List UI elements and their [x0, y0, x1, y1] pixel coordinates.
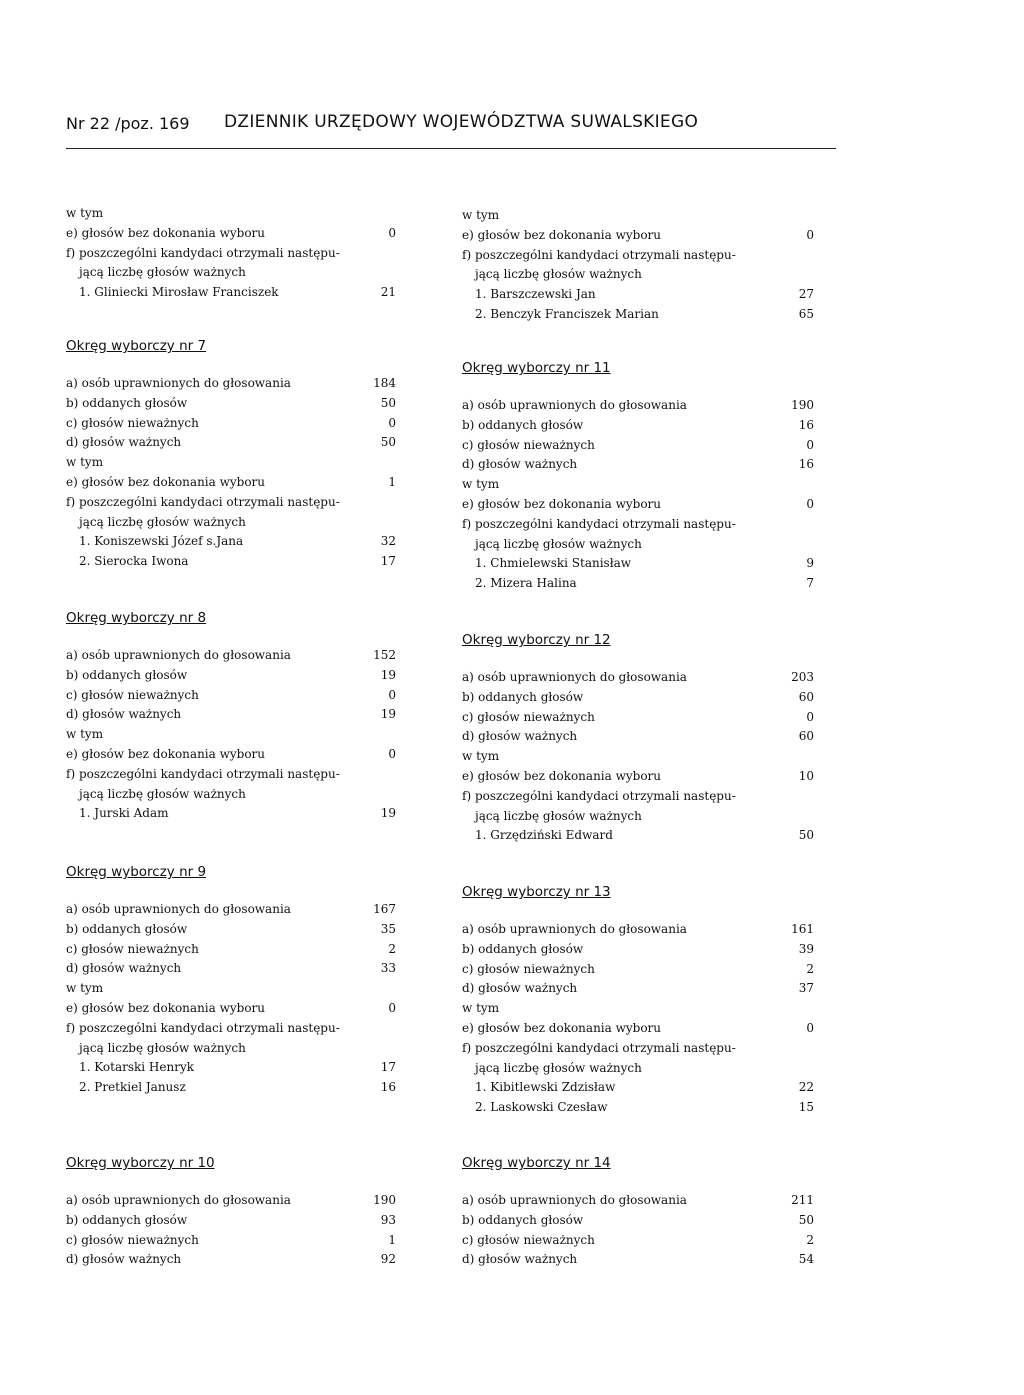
result-row — [66, 263, 396, 283]
result-row — [66, 1058, 396, 1078]
result-row — [66, 453, 396, 473]
result-row — [462, 747, 814, 767]
row-value: 35 — [380, 921, 396, 936]
row-value: 50 — [380, 435, 396, 450]
row-label: jącą liczbę głosów ważnych — [475, 267, 642, 282]
row-value: 50 — [798, 828, 814, 843]
result-row — [462, 999, 814, 1019]
result-row — [462, 1231, 814, 1251]
result-row — [462, 226, 814, 246]
row-label: c) głosów nieważnych — [462, 961, 595, 976]
row-label: d) głosów ważnych — [462, 1252, 578, 1267]
row-label: d) głosów ważnych — [66, 707, 182, 722]
result-row — [462, 1039, 814, 1059]
row-label: e) głosów bez dokonania wyboru — [66, 746, 266, 761]
section-district-10 — [66, 1153, 396, 1270]
row-label: 1. Kibitlewski Zdzisław — [475, 1080, 616, 1095]
row-label: c) głosów nieważnych — [462, 709, 595, 724]
result-row — [66, 979, 396, 999]
row-value: 9 — [806, 556, 814, 571]
row-value: 184 — [373, 376, 396, 390]
row-label: c) głosów nieważnych — [462, 1232, 595, 1247]
row-value: 39 — [798, 941, 814, 956]
row-label: 1. Barszczewski Jan — [475, 287, 596, 302]
result-row — [66, 1250, 396, 1270]
row-label: 1. Kotarski Henryk — [79, 1060, 195, 1075]
result-row — [66, 725, 396, 745]
row-label: jącą liczbę głosów ważnych — [79, 514, 246, 529]
district-heading: Okręg wyborczy nr 8 — [66, 610, 207, 626]
row-value: 37 — [798, 981, 814, 996]
row-label: e) głosów bez dokonania wyboru — [462, 496, 662, 511]
result-row — [66, 374, 396, 394]
row-value: 0 — [388, 225, 396, 240]
row-label: d) głosów ważnych — [66, 435, 182, 450]
result-row — [462, 727, 814, 747]
row-value: 60 — [798, 729, 814, 744]
section-district-7 — [66, 336, 396, 572]
row-label: 2. Laskowski Czesław — [475, 1100, 608, 1115]
row-value: 167 — [373, 902, 396, 916]
result-row — [462, 708, 814, 728]
row-value: 0 — [806, 496, 814, 511]
result-row — [462, 515, 814, 535]
row-value: 1 — [388, 474, 396, 489]
result-row — [462, 787, 814, 807]
row-label: f) poszczególni kandydaci otrzymali następu- — [462, 788, 736, 803]
row-value: 161 — [791, 922, 814, 936]
section-right-continued — [462, 206, 814, 325]
row-value: 92 — [380, 1252, 396, 1267]
result-row — [66, 394, 396, 414]
row-label: w tym — [66, 455, 104, 470]
row-value: 19 — [380, 667, 396, 682]
row-value: 0 — [806, 227, 814, 242]
row-value: 203 — [791, 670, 814, 684]
row-value: 152 — [373, 648, 396, 662]
row-label: d) głosów ważnych — [66, 1252, 182, 1267]
result-row — [66, 745, 396, 765]
result-row — [66, 646, 396, 666]
row-label: w tym — [66, 206, 104, 220]
result-row — [66, 959, 396, 979]
district-heading: Okręg wyborczy nr 13 — [462, 884, 611, 900]
district-heading: Okręg wyborczy nr 9 — [66, 864, 207, 880]
section-district-13 — [462, 882, 814, 1118]
row-label: f) poszczególni kandydaci otrzymali następu- — [462, 1040, 736, 1055]
section-district-14 — [462, 1153, 814, 1270]
row-label: 1. Chmielewski Stanisław — [475, 556, 632, 571]
row-label: jącą liczbę głosów ważnych — [475, 536, 642, 551]
row-value: 1 — [388, 1232, 396, 1247]
row-label: b) oddanych głosów — [462, 941, 584, 956]
result-row — [462, 1059, 814, 1079]
row-label: d) głosów ważnych — [462, 981, 578, 996]
result-row — [66, 1039, 396, 1059]
row-label: e) głosów bez dokonania wyboru — [462, 227, 662, 242]
result-row — [462, 495, 814, 515]
result-row — [462, 455, 814, 475]
result-row — [66, 244, 396, 264]
result-row — [66, 900, 396, 920]
row-label: c) głosów nieważnych — [66, 687, 199, 702]
row-label: e) głosów bez dokonania wyboru — [66, 225, 266, 240]
row-value: 0 — [388, 1000, 396, 1015]
row-label: 2. Sierocka Iwona — [79, 554, 189, 569]
row-label: jącą liczbę głosów ważnych — [79, 1040, 246, 1055]
result-row — [66, 999, 396, 1019]
row-label: c) głosów nieważnych — [66, 1232, 199, 1247]
row-label: w tym — [66, 981, 104, 996]
result-row — [462, 1019, 814, 1039]
row-value: 65 — [798, 306, 814, 321]
result-row — [462, 979, 814, 999]
issue-position: Nr 22 /poz. 169 — [66, 114, 190, 133]
row-label: w tym — [462, 749, 500, 764]
result-row — [462, 1191, 814, 1211]
section-left-continued — [66, 204, 396, 303]
row-label: 1. Gliniecki Mirosław Franciszek — [79, 285, 279, 300]
district-heading: Okręg wyborczy nr 14 — [462, 1155, 611, 1171]
row-label: jącą liczbę głosów ważnych — [79, 786, 246, 801]
result-row — [66, 920, 396, 940]
result-row — [66, 1211, 396, 1231]
result-row — [66, 513, 396, 533]
row-label: c) głosów nieważnych — [462, 437, 595, 452]
row-label: jącą liczbę głosów ważnych — [475, 808, 642, 823]
row-label: f) poszczególni kandydaci otrzymali następu- — [66, 494, 340, 509]
result-row — [462, 396, 814, 416]
row-label: a) osób uprawnionych do głosowania — [66, 376, 291, 390]
result-row — [66, 283, 396, 303]
row-label: 1. Grzędziński Edward — [475, 828, 613, 843]
row-value: 27 — [798, 287, 814, 302]
row-label: b) oddanych głosów — [462, 689, 584, 704]
result-row — [462, 305, 814, 325]
row-label: 2. Mizera Halina — [475, 576, 577, 591]
row-value: 16 — [798, 417, 814, 432]
row-value: 0 — [806, 437, 814, 452]
row-value: 211 — [791, 1193, 814, 1207]
row-label: 2. Benczyk Franciszek Marian — [475, 306, 659, 321]
result-row — [66, 765, 396, 785]
result-row — [66, 532, 396, 552]
row-label: w tym — [462, 1001, 500, 1016]
result-row — [66, 686, 396, 706]
row-value: 22 — [798, 1080, 814, 1095]
result-row — [66, 804, 396, 824]
row-label: 2. Pretkiel Janusz — [79, 1080, 186, 1095]
row-value: 15 — [798, 1100, 814, 1115]
result-row — [462, 940, 814, 960]
row-label: d) głosów ważnych — [66, 961, 182, 976]
result-row — [462, 920, 814, 940]
journal-title: DZIENNIK URZĘDOWY WOJEWÓDZTWA SUWALSKIEGO — [224, 112, 699, 132]
row-value: 32 — [380, 534, 396, 549]
row-value: 2 — [388, 941, 396, 956]
row-label: 1. Koniszewski Józef s.Jana — [79, 534, 244, 549]
row-label: d) głosów ważnych — [462, 457, 578, 472]
row-value: 0 — [388, 415, 396, 430]
result-row — [462, 807, 814, 827]
result-row — [66, 224, 396, 244]
row-value: 50 — [380, 395, 396, 410]
result-row — [66, 666, 396, 686]
row-value: 7 — [806, 576, 814, 591]
row-label: b) oddanych głosów — [66, 667, 188, 682]
row-value: 0 — [388, 687, 396, 702]
result-row — [66, 940, 396, 960]
result-row — [66, 1231, 396, 1251]
row-value: 0 — [806, 709, 814, 724]
result-row — [462, 767, 814, 787]
row-label: w tym — [66, 727, 104, 742]
result-row — [462, 1211, 814, 1231]
result-row — [66, 705, 396, 725]
row-label: c) głosów nieważnych — [66, 415, 199, 430]
page-header — [66, 112, 836, 142]
district-heading: Okręg wyborczy nr 11 — [462, 360, 611, 376]
result-row — [462, 285, 814, 305]
row-value: 60 — [798, 689, 814, 704]
result-row — [462, 206, 814, 226]
result-row — [462, 416, 814, 436]
result-row — [462, 1250, 814, 1270]
result-row — [462, 1078, 814, 1098]
row-label: f) poszczególni kandydaci otrzymali następu- — [462, 516, 736, 531]
row-label: b) oddanych głosów — [462, 1212, 584, 1227]
row-value: 0 — [388, 746, 396, 761]
row-value: 2 — [806, 961, 814, 976]
row-value: 17 — [380, 1060, 396, 1075]
row-label: w tym — [462, 208, 500, 222]
result-row — [66, 1019, 396, 1039]
row-value: 19 — [380, 806, 396, 821]
section-district-8 — [66, 608, 396, 824]
section-district-11 — [462, 358, 814, 594]
section-district-9 — [66, 862, 396, 1098]
row-label: a) osób uprawnionych do głosowania — [462, 670, 687, 684]
result-row — [462, 688, 814, 708]
row-label: b) oddanych głosów — [66, 1212, 188, 1227]
header-rule — [66, 148, 836, 149]
row-label: b) oddanych głosów — [66, 921, 188, 936]
result-row — [66, 433, 396, 453]
result-row — [66, 1191, 396, 1211]
result-row — [66, 414, 396, 434]
result-row — [462, 960, 814, 980]
result-row — [66, 785, 396, 805]
row-label: a) osób uprawnionych do głosowania — [66, 648, 291, 662]
result-row — [462, 554, 814, 574]
row-value: 16 — [798, 457, 814, 472]
result-row — [462, 1098, 814, 1118]
result-row — [462, 436, 814, 456]
row-label: f) poszczególni kandydaci otrzymali następu- — [66, 245, 340, 260]
result-row — [462, 826, 814, 846]
result-row — [66, 552, 396, 572]
result-row — [462, 535, 814, 555]
result-row — [66, 473, 396, 493]
row-label: c) głosów nieważnych — [66, 941, 199, 956]
result-row — [66, 1078, 396, 1098]
row-value: 2 — [806, 1232, 814, 1247]
row-label: d) głosów ważnych — [462, 729, 578, 744]
row-label: b) oddanych głosów — [66, 395, 188, 410]
row-label: f) poszczególni kandydaci otrzymali następu- — [66, 766, 340, 781]
row-value: 33 — [380, 961, 396, 976]
row-value: 54 — [798, 1252, 814, 1267]
row-label: e) głosów bez dokonania wyboru — [66, 474, 266, 489]
row-label: w tym — [462, 477, 500, 492]
row-label: 1. Jurski Adam — [79, 806, 169, 821]
row-label: e) głosów bez dokonania wyboru — [462, 1020, 662, 1035]
row-label: a) osób uprawnionych do głosowania — [462, 922, 687, 936]
result-row — [462, 475, 814, 495]
result-row — [462, 265, 814, 285]
row-value: 17 — [380, 554, 396, 569]
district-heading: Okręg wyborczy nr 12 — [462, 632, 611, 648]
row-label: e) głosów bez dokonania wyboru — [66, 1000, 266, 1015]
district-heading: Okręg wyborczy nr 7 — [66, 338, 207, 354]
row-label: a) osób uprawnionych do głosowania — [462, 398, 687, 412]
row-label: f) poszczególni kandydaci otrzymali następu- — [66, 1020, 340, 1035]
result-row — [462, 574, 814, 594]
result-row — [66, 493, 396, 513]
result-row — [462, 246, 814, 266]
row-label: jącą liczbę głosów ważnych — [79, 265, 246, 280]
row-label: jącą liczbę głosów ważnych — [475, 1060, 642, 1075]
row-label: f) poszczególni kandydaci otrzymali następu- — [462, 247, 736, 262]
row-label: a) osób uprawnionych do głosowania — [66, 902, 291, 916]
row-value: 50 — [798, 1212, 814, 1227]
row-label: b) oddanych głosów — [462, 417, 584, 432]
row-value: 190 — [791, 398, 814, 412]
row-label: a) osób uprawnionych do głosowania — [462, 1193, 687, 1207]
row-value: 190 — [373, 1193, 396, 1207]
row-value: 93 — [380, 1212, 396, 1227]
result-row — [462, 668, 814, 688]
row-label: a) osób uprawnionych do głosowania — [66, 1193, 291, 1207]
row-value: 19 — [380, 707, 396, 722]
row-value: 21 — [380, 285, 396, 300]
row-value: 16 — [380, 1080, 396, 1095]
result-row — [66, 204, 396, 224]
district-heading: Okręg wyborczy nr 10 — [66, 1155, 215, 1171]
section-district-12 — [462, 630, 814, 846]
row-value: 10 — [798, 768, 814, 783]
row-value: 0 — [806, 1020, 814, 1035]
row-label: e) głosów bez dokonania wyboru — [462, 768, 662, 783]
